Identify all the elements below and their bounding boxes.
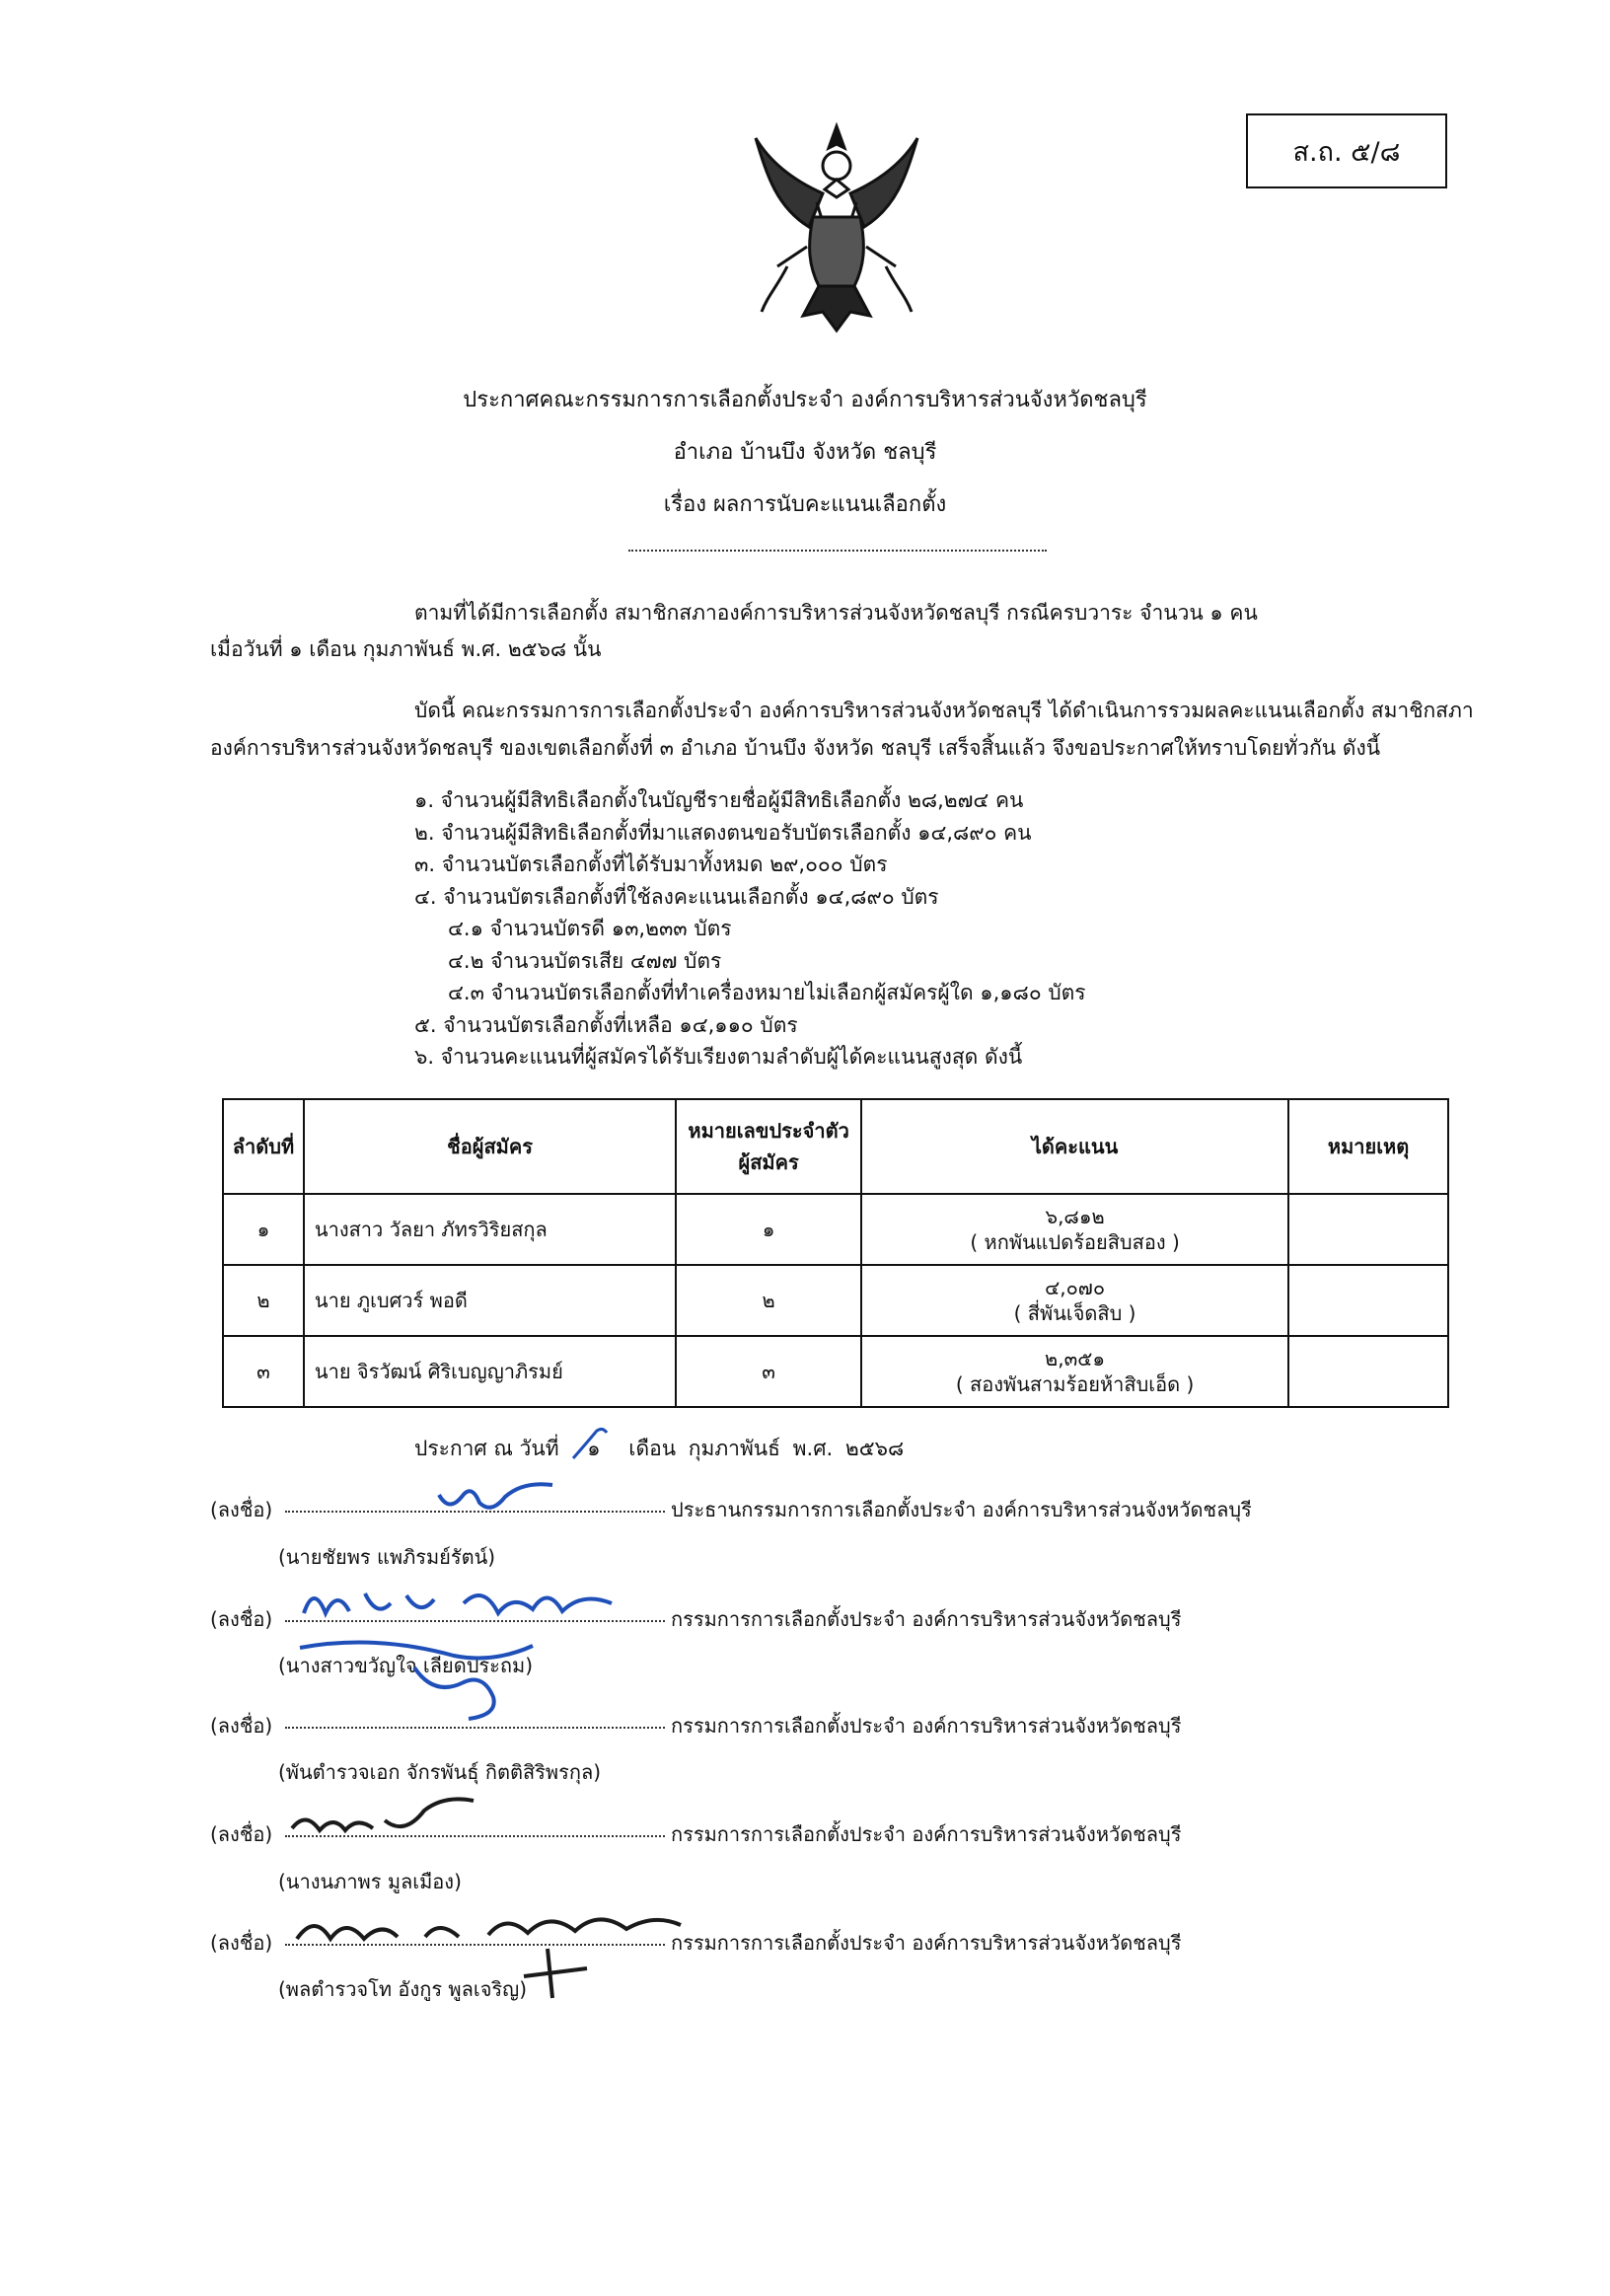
cell-remark xyxy=(1288,1336,1448,1407)
sign-label: (ลงชื่อ) xyxy=(210,1498,273,1521)
header-number-line-1: หมายเลขประจำตัว xyxy=(688,1119,849,1143)
table-row xyxy=(223,1194,1448,1265)
cell-name: นาย ภูเบศวร์ พอดี xyxy=(304,1265,676,1336)
table-row xyxy=(223,1265,1448,1336)
list-item: ๔.๓ จำนวนบัตรเลือกตั้งที่ทำเครื่องหมายไม่เลือกผู้สมัครผู้ใด ๑,๑๘๐ บัตร xyxy=(448,981,1086,1004)
table-row xyxy=(223,1336,1448,1407)
heading-line-1: ประกาศคณะกรรมการการเลือกตั้งประจำ องค์การบริหารส่วนจังหวัดชลบุรี xyxy=(463,388,1147,412)
signer-role: ประธานกรรมการการเลือกตั้งประจำ องค์การบริหารส่วนจังหวัดชลบุรี xyxy=(671,1498,1252,1521)
list-item: ๖. จำนวนคะแนนที่ผู้สมัครได้รับเรียงตามลำดับผู้ได้คะแนนสูงสุด ดังนี้ xyxy=(414,1045,1023,1069)
signature-line-1 xyxy=(210,1494,1252,1525)
score-value: ๒,๓๕๑ xyxy=(1045,1347,1106,1370)
paragraph-1-line-1: ตามที่ได้มีการเลือกตั้ง สมาชิกสภาองค์การบริหารส่วนจังหวัดชลบุรี กรณีครบวาระ จำนวน ๑ คน xyxy=(414,601,1258,625)
list-item: ๔.๒ จำนวนบัตรเสีย ๔๗๗ บัตร xyxy=(448,948,722,973)
signer-name-2: (นางสาวขวัญใจ เลียดประถม) xyxy=(278,1654,533,1677)
cell-score xyxy=(861,1336,1288,1407)
sign-label: (ลงชื่อ) xyxy=(210,1822,273,1846)
signer-role: กรรมการการเลือกตั้งประจำ องค์การบริหารส่วนจังหวัดชลบุรี xyxy=(671,1931,1182,1955)
announce-prefix: ประกาศ ณ วันที่ xyxy=(414,1437,559,1460)
form-code-box: ส.ถ. ๕/๘ xyxy=(1246,113,1447,188)
signature-dots xyxy=(285,1727,665,1729)
list-item: ๒. จำนวนผู้มีสิทธิเลือกตั้งที่มาแสดงตนขอรับบัตรเลือกตั้ง ๑๔,๘๙๐ คน xyxy=(414,820,1032,845)
sign-label: (ลงชื่อ) xyxy=(210,1714,273,1738)
signer-role: กรรมการการเลือกตั้งประจำ องค์การบริหารส่วนจังหวัดชลบุรี xyxy=(671,1714,1182,1738)
list-item: ๔. จำนวนบัตรเลือกตั้งที่ใช้ลงคะแนนเลือกตั้ง ๑๔,๘๙๐ บัตร xyxy=(414,884,939,909)
signer-role: กรรมการการเลือกตั้งประจำ องค์การบริหารส่วนจังหวัดชลบุรี xyxy=(671,1607,1182,1631)
handwritten-day-mark xyxy=(567,1425,617,1464)
paragraph-2-line-2: องค์การบริหารส่วนจังหวัดชลบุรี ของเขตเลือกตั้งที่ ๓ อำเภอ บ้านบึง จังหวัด ชลบุรี เสร็จสิ้นแล้ว จึงขอประกาศให้ทราบโดยทั่วกัน ดังนี้ xyxy=(210,736,1381,760)
heading-line-3: เรื่อง ผลการนับคะแนนเลือกตั้ง xyxy=(663,492,947,517)
header-number xyxy=(676,1099,861,1194)
signer-role: กรรมการการเลือกตั้งประจำ องค์การบริหารส่วนจังหวัดชลบุรี xyxy=(671,1822,1182,1846)
header-name: ชื่อผู้สมัคร xyxy=(304,1099,676,1194)
score-value: ๖,๘๑๒ xyxy=(1045,1205,1105,1228)
score-words: ( หกพันแปดร้อยสิบสอง ) xyxy=(970,1230,1180,1254)
announcement-date xyxy=(414,1433,904,1465)
list-item: ๓. จำนวนบัตรเลือกตั้งที่ได้รับมาทั้งหมด ๒๙,๐๐๐ บัตร xyxy=(414,852,888,876)
cell-rank: ๒ xyxy=(223,1265,304,1336)
signature-scribble-5 xyxy=(291,1899,705,2008)
cell-score xyxy=(861,1265,1288,1336)
sign-label: (ลงชื่อ) xyxy=(210,1931,273,1955)
cell-remark xyxy=(1288,1194,1448,1265)
announce-day: ๑ xyxy=(587,1437,601,1460)
announce-month-label: เดือน xyxy=(628,1437,677,1460)
cell-number: ๒ xyxy=(676,1265,861,1336)
sign-label: (ลงชื่อ) xyxy=(210,1607,273,1631)
announce-month: กุมภาพันธ์ xyxy=(688,1437,780,1460)
cell-name: นางสาว วัลยา ภัทรวิริยสกุล xyxy=(304,1194,676,1265)
announce-year-label: พ.ศ. xyxy=(792,1437,834,1460)
cell-number: ๑ xyxy=(676,1194,861,1265)
score-words: ( สองพันสามร้อยห้าสิบเอ็ด ) xyxy=(955,1372,1195,1396)
cell-score xyxy=(861,1194,1288,1265)
cell-rank: ๓ xyxy=(223,1336,304,1407)
list-item: ๑. จำนวนผู้มีสิทธิเลือกตั้งในบัญชีรายชื่อผู้มีสิทธิเลือกตั้ง ๒๘,๒๗๔ คน xyxy=(414,788,1024,812)
signature-scribble-3 xyxy=(296,1628,552,1727)
cell-rank: ๑ xyxy=(223,1194,304,1265)
list-item: ๕. จำนวนบัตรเลือกตั้งที่เหลือ ๑๔,๑๑๐ บัตร xyxy=(414,1012,798,1037)
header-score: ได้คะแนน xyxy=(861,1099,1288,1194)
cell-number: ๓ xyxy=(676,1336,861,1407)
signature-scribble-1 xyxy=(434,1475,562,1519)
paragraph-1-line-2: เมื่อวันที่ ๑ เดือน กุมภาพันธ์ พ.ศ. ๒๕๖๘ นั้น xyxy=(210,637,602,661)
signature-scribble-4 xyxy=(286,1791,483,1850)
header-number-line-2: ผู้สมัคร xyxy=(738,1150,799,1174)
cell-remark xyxy=(1288,1265,1448,1336)
candidate-results-table xyxy=(222,1098,1449,1408)
header-rank: ลำดับที่ xyxy=(223,1099,304,1194)
announce-year: ๒๕๖๘ xyxy=(844,1437,905,1460)
heading-line-2: อำเภอ บ้านบึง จังหวัด ชลบุรี xyxy=(673,440,937,465)
garuda-emblem-icon xyxy=(748,118,925,340)
result-items-list xyxy=(414,784,1086,1074)
paragraph-2-line-1: บัดนี้ คณะกรรมการการเลือกตั้งประจำ องค์การบริหารส่วนจังหวัดชลบุรี ได้ดำเนินการรวมผลคะแนนเลือกตั้ง สมาชิกสภา xyxy=(414,699,1474,722)
list-item: ๔.๑ จำนวนบัตรดี ๑๓,๒๓๓ บัตร xyxy=(448,917,732,940)
signer-name-5: (พลตำรวจโท อังกูร พูลเจริญ) xyxy=(278,1977,528,2001)
table-header-row xyxy=(223,1099,1448,1194)
header-remark: หมายเหตุ xyxy=(1288,1099,1448,1194)
signer-name-1: (นายชัยพร แพภิรมย์รัตน์) xyxy=(278,1545,496,1569)
signer-name-3: (พันตำรวจเอก จักรพันธุ์ กิตติสิริพรกุล) xyxy=(278,1760,602,1784)
heading-divider xyxy=(628,548,1047,552)
signer-name-4: (นางนภาพร มูลเมือง) xyxy=(278,1870,462,1893)
score-value: ๔,๐๗๐ xyxy=(1045,1276,1106,1299)
signature-scribble-2 xyxy=(296,1574,622,1633)
score-words: ( สี่พันเจ็ดสิบ ) xyxy=(1013,1301,1136,1325)
cell-name: นาย จิรวัฒน์ ศิริเบญญาภิรมย์ xyxy=(304,1336,676,1407)
